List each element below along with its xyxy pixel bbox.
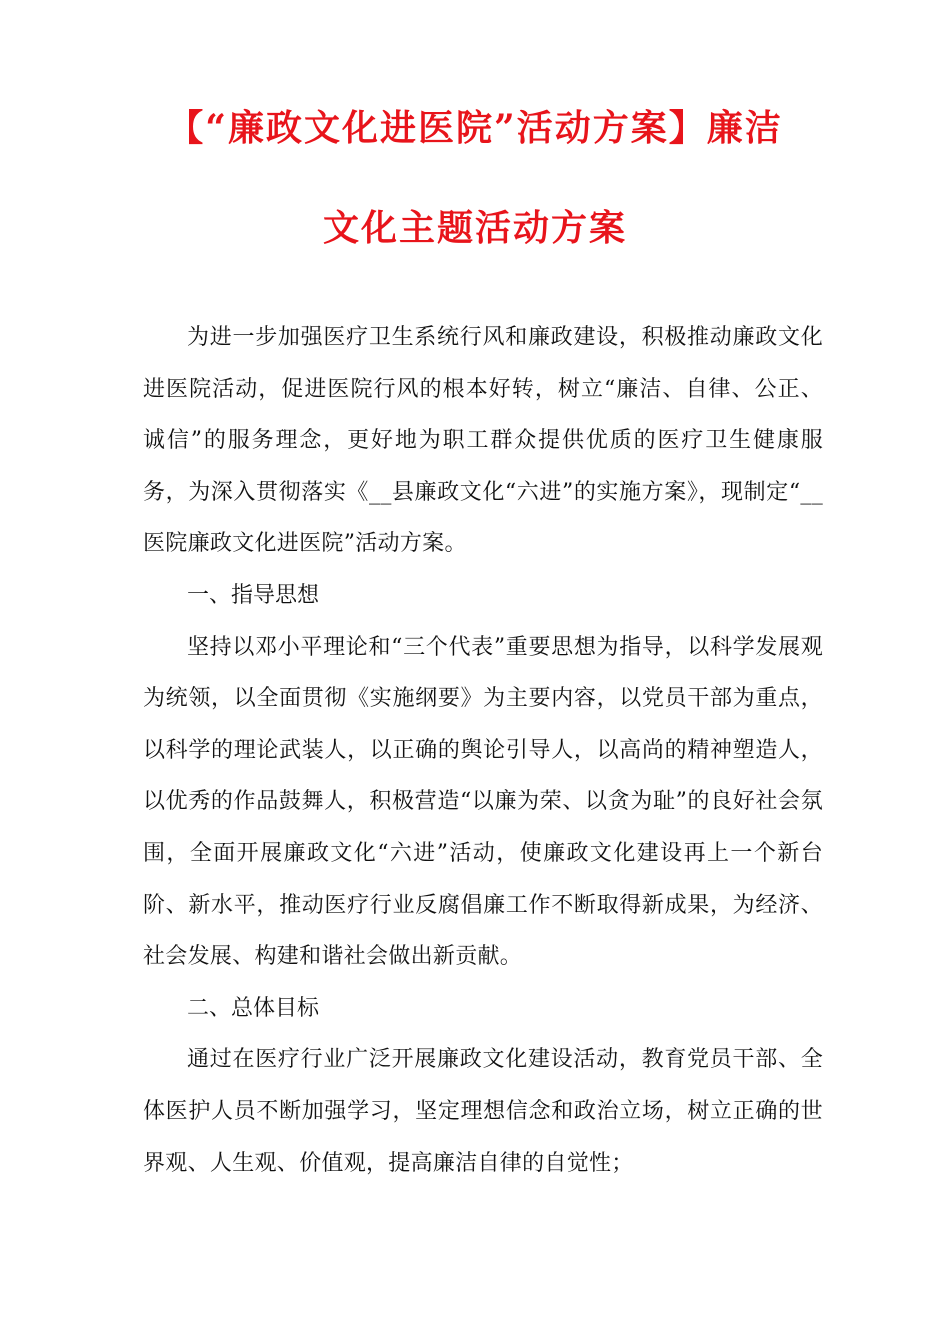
overall-goal-paragraph: 通过在医疗行业广泛开展廉政文化建设活动，教育党员干部、全体医护人员不断加强学习，坚定理想信念和政治立场，树立正确的世界观、人生观、价值观，提高廉洁自律的自觉性；	[143, 1047, 823, 1176]
section-heading-guiding-ideology: 一、指导思想	[187, 582, 320, 608]
section-heading-overall-goal: 二、总体目标	[187, 995, 320, 1021]
guiding-ideology-paragraph: 坚持以邓小平理论和“三个代表”重要思想为指导，以科学发展观为统领，以全面贯彻《实施纲要》为主要内容，以党员干部为重点，以科学的理论武装人，以正确的舆论引导人，以高尚的精神塑造人，以优秀的作品鼓舞人，积极营造“以廉为荣、以贪为耻”的良好社会氛围，全面开展廉政文化“六进”活动，使廉政文化建设再上一个新台阶、新水平，推动医疗行业反腐倡廉工作不断取得新成果，为经济、社会发展、构建和谐社会做出新贡献。	[143, 634, 823, 970]
document-body	[143, 312, 823, 1189]
intro-paragraph: 为进一步加强医疗卫生系统行风和廉政建设，积极推动廉政文化进医院活动，促进医院行风的根本好转，树立“廉洁、自律、公正、诚信”的服务理念，更好地为职工群众提供优质的医疗卫生健康服务，为深入贯彻落实《__县廉政文化“六进”的实施方案》，现制定“__医院廉政文化进医院”活动方案。	[143, 325, 823, 557]
document-title-line-2: 文化主题活动方案	[322, 207, 627, 249]
document-title-line-1: 【“廉政文化进医院”活动方案】廉洁	[167, 107, 783, 149]
